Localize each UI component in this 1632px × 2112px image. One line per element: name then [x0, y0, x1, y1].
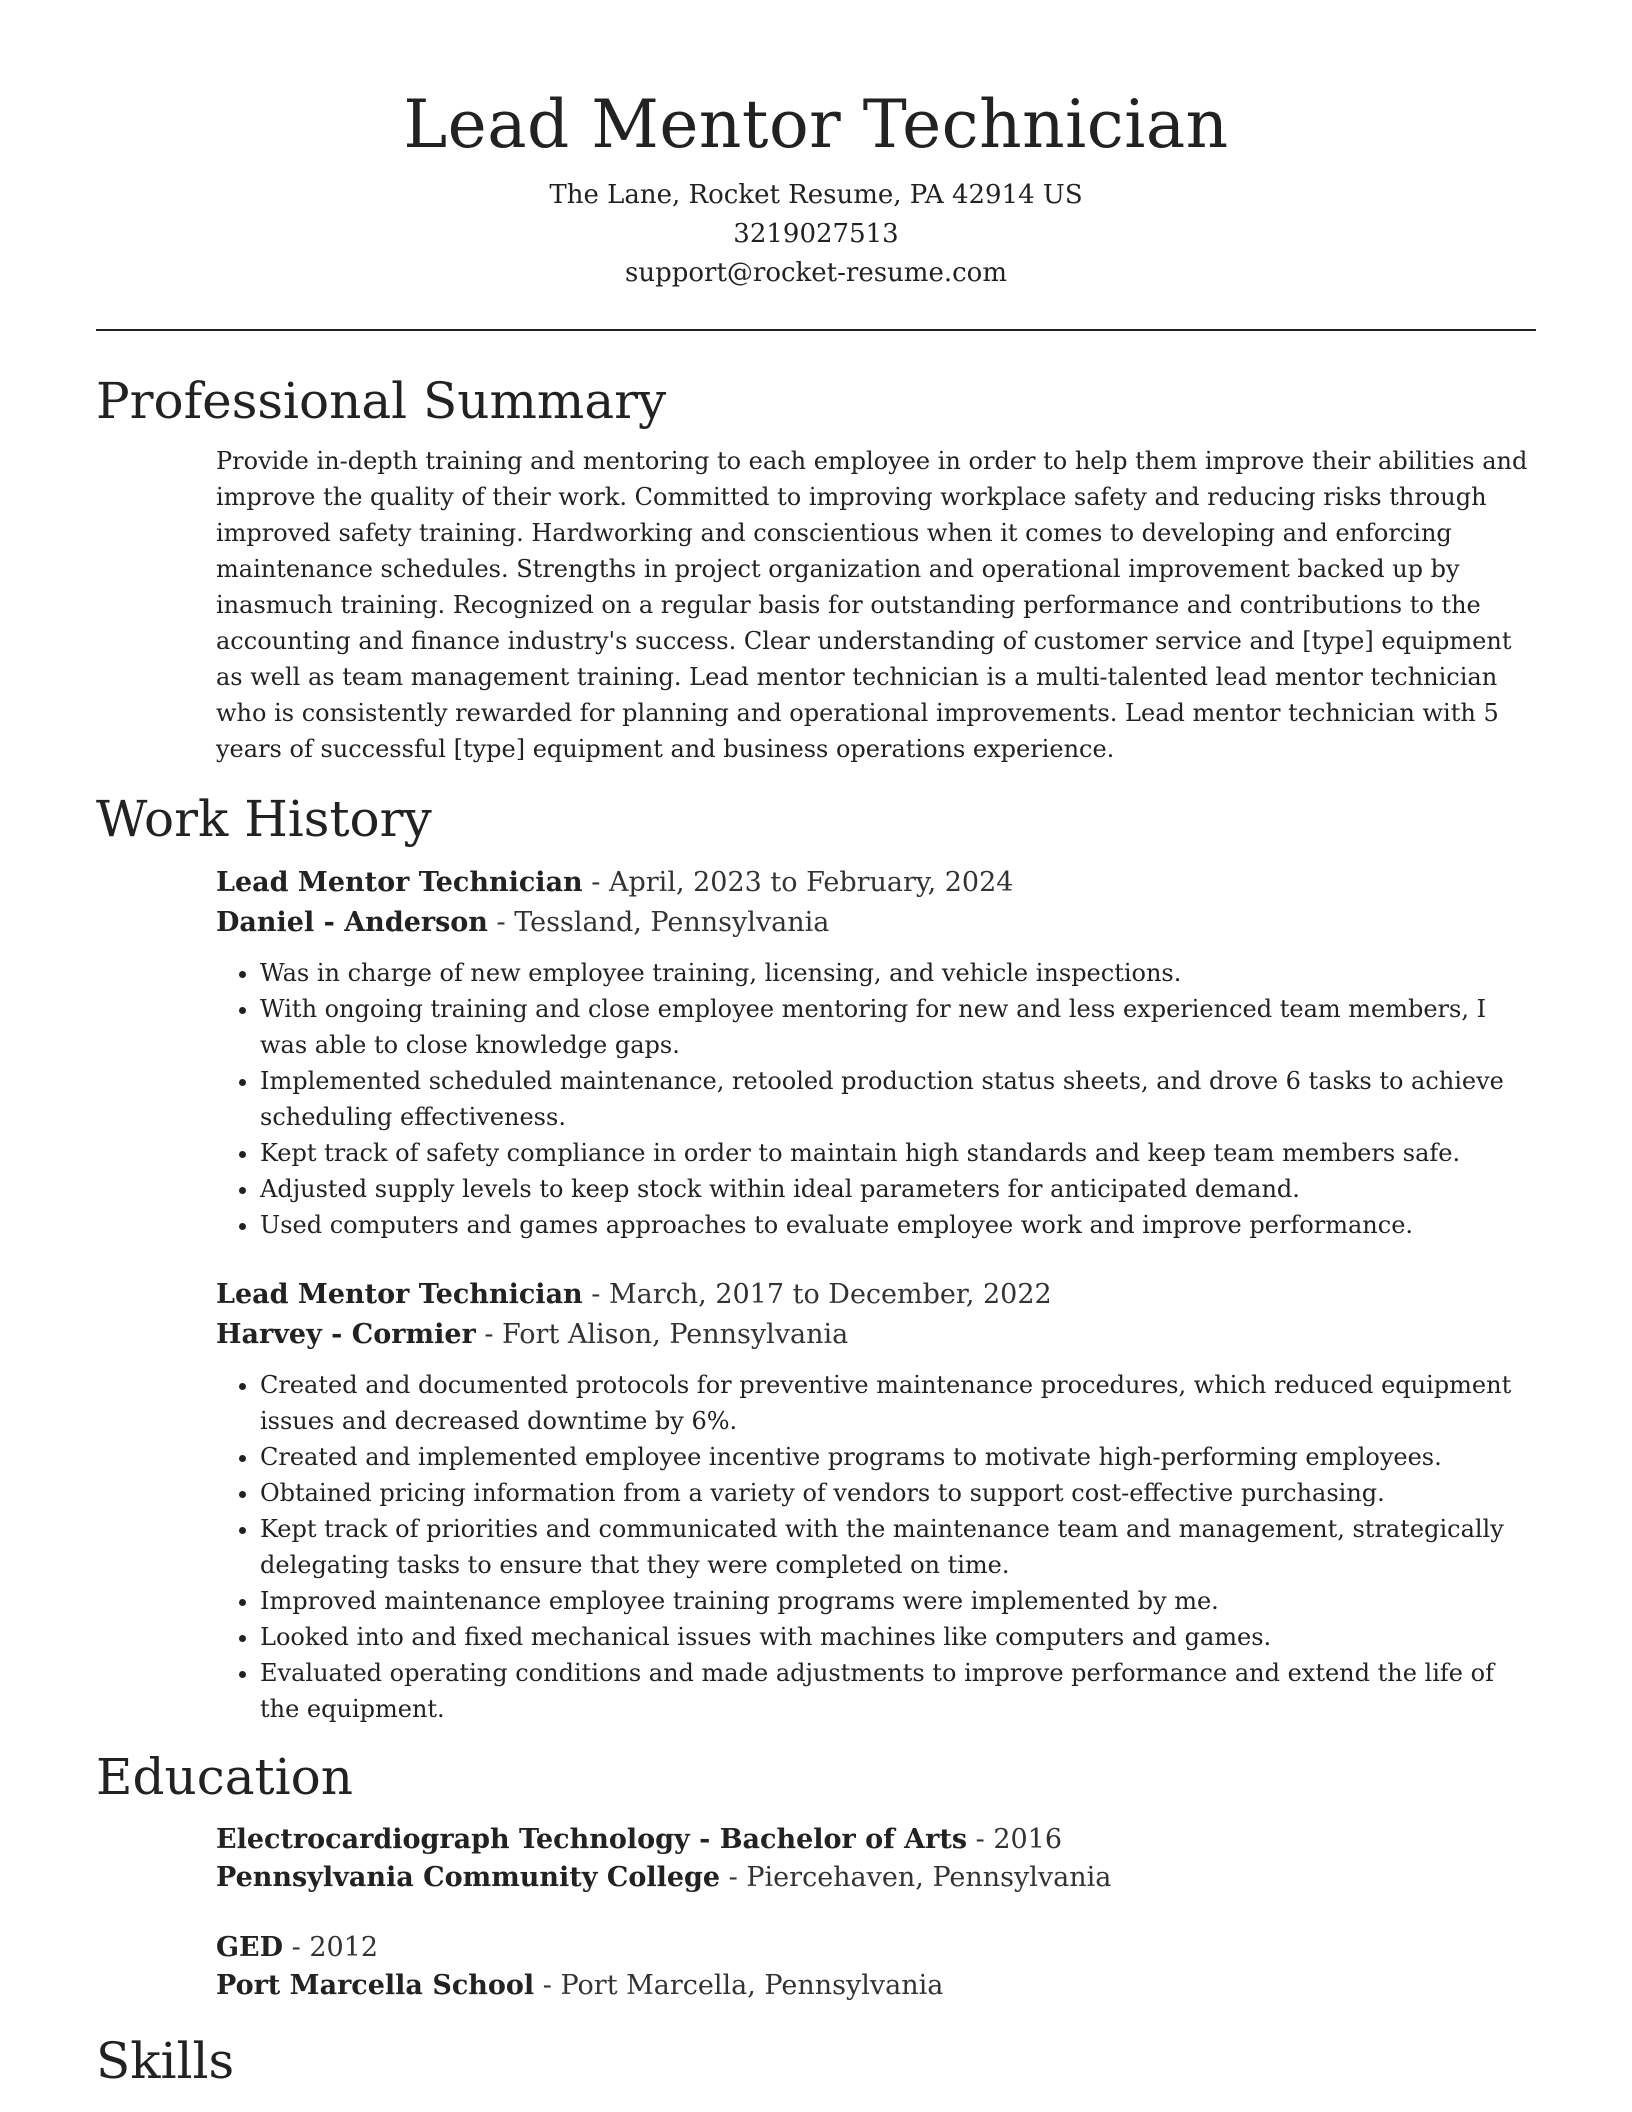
- education-school-line: [216, 1967, 1536, 2005]
- job-company: Daniel - Anderson: [216, 907, 488, 938]
- work-title: Work History: [96, 790, 432, 848]
- education-section: [96, 1745, 1536, 2005]
- work-body: [216, 863, 1536, 1727]
- job-bullet: • Adjusted supply levels to keep stock within ideal parameters for anticipated demand.: [260, 1171, 1536, 1207]
- education-degree-line: [216, 1929, 1536, 1967]
- skills-title: Skills: [96, 2032, 235, 2090]
- job-company-line: [216, 1315, 1536, 1355]
- header-divider: [96, 329, 1536, 331]
- work-section: [96, 787, 1536, 1727]
- job-bullet: • Was in charge of new employee training, licensing, and vehicle inspections.: [260, 955, 1536, 991]
- job-dates: - March, 2017 to December, 2022: [582, 1279, 1052, 1310]
- candidate-name: Lead Mentor Technician: [403, 86, 1229, 163]
- education-entry: [216, 1821, 1536, 1897]
- job-bullet: • Implemented scheduled maintenance, retooled production status sheets, and drove 6 tasks to achieve scheduling effectiveness.: [260, 1063, 1536, 1135]
- job-company-line: [216, 903, 1536, 943]
- job-bullet: • Kept track of priorities and communicated with the maintenance team and management, strategically delegating tasks to ensure that they were completed on time.: [260, 1511, 1536, 1583]
- education-title: Education: [96, 1748, 353, 1806]
- skills-section: [96, 2029, 1536, 2093]
- job-role: Lead Mentor Technician: [216, 1279, 583, 1310]
- job-title-line: [216, 863, 1536, 903]
- job-bullet: • Created and documented protocols for preventive maintenance procedures, which reduced equipment issues and decreased downtime by 6%.: [260, 1367, 1536, 1439]
- job-location: - Tessland, Pennsylvania: [487, 907, 830, 938]
- job-bullet: • Improved maintenance employee training programs were implemented by me.: [260, 1583, 1536, 1619]
- address: The Lane, Rocket Resume, PA 42914 US: [549, 180, 1083, 210]
- resume-page: [96, 0, 1536, 2093]
- job-bullets: [216, 1367, 1536, 1727]
- education-school-line: [216, 1859, 1536, 1897]
- education-degree: GED: [216, 1932, 284, 1963]
- job-bullet: • Created and implemented employee incentive programs to motivate high-performing employees.: [260, 1439, 1536, 1475]
- job-bullet: • Looked into and fixed mechanical issues with machines like computers and games.: [260, 1619, 1536, 1655]
- email: support@rocket-resume.com: [624, 258, 1007, 288]
- education-year: - 2012: [283, 1932, 379, 1963]
- resume-header: [96, 0, 1536, 293]
- education-body: [216, 1821, 1536, 2005]
- education-degree-line: [216, 1821, 1536, 1859]
- education-school: Pennsylvania Community College: [216, 1862, 721, 1893]
- education-location: - Port Marcella, Pennsylvania: [534, 1970, 944, 2001]
- job-entry: [216, 1275, 1536, 1727]
- education-school: Port Marcella School: [216, 1970, 535, 2001]
- summary-title: Professional Summary: [96, 372, 667, 430]
- job-location: - Fort Alison, Pennsylvania: [475, 1319, 849, 1350]
- job-bullet: • Kept track of safety compliance in order to maintain high standards and keep team members safe.: [260, 1135, 1536, 1171]
- phone: 3219027513: [733, 219, 899, 249]
- job-bullet: • Used computers and games approaches to evaluate employee work and improve performance.: [260, 1207, 1536, 1243]
- summary-text: Provide in-depth training and mentoring to each employee in order to help them improve their abilities and improve the quality of their work. Committed to improving workplace safety and reducing risks through improved safety training. Hardworking and conscientious when it comes to developing and enforcing maintenance schedules. Strengths in project organization and operational improvement backed up by inasmuch training. Recognized on a regular basis for outstanding performance and contributions to the accounting and finance industry's success. Clear understanding of customer service and [type] equipment as well as team management training. Lead mentor technician is a multi-talented lead mentor technician who is consistently rewarded for planning and operational improvements. Lead mentor technician with 5 years of successful [type] equipment and business operations experience.: [216, 447, 1528, 763]
- job-entry: [216, 863, 1536, 1243]
- job-dates: - April, 2023 to February, 2024: [582, 867, 1014, 898]
- education-entry: [216, 1929, 1536, 2005]
- education-degree: Electrocardiograph Technology - Bachelor of Arts: [216, 1824, 968, 1855]
- job-title-line: [216, 1275, 1536, 1315]
- job-company: Harvey - Cormier: [216, 1319, 476, 1350]
- job-bullet: • Evaluated operating conditions and made adjustments to improve performance and extend the life of the equipment.: [260, 1655, 1536, 1727]
- job-bullets: [216, 955, 1536, 1243]
- contact-block: [96, 176, 1536, 293]
- education-year: - 2016: [967, 1824, 1063, 1855]
- job-bullet: • With ongoing training and close employee mentoring for new and less experienced team members, I was able to close knowledge gaps.: [260, 991, 1536, 1063]
- education-location: - Piercehaven, Pennsylvania: [720, 1862, 1112, 1893]
- job-role: Lead Mentor Technician: [216, 867, 583, 898]
- summary-body: [216, 443, 1536, 767]
- job-bullet: • Obtained pricing information from a variety of vendors to support cost-effective purchasing.: [260, 1475, 1536, 1511]
- summary-section: [96, 369, 1536, 767]
